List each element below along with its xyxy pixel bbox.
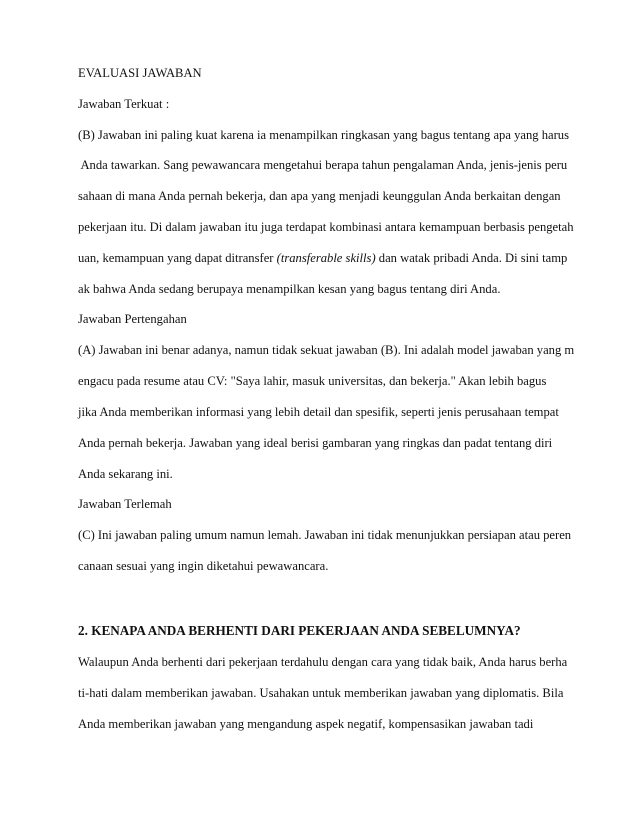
document-title: EVALUASI JAWABAN	[78, 66, 202, 80]
weakest-answer-heading: Jawaban Terlemah	[78, 497, 172, 511]
paragraph-line: engacu pada resume atau CV: "Saya lahir, masuk universitas, dan bekerja." Akan lebih bagus	[78, 374, 547, 388]
paragraph-line: Anda memberikan jawaban yang mengandung aspek negatif, kompensasikan jawaban tadi	[78, 717, 534, 731]
paragraph-line: Anda sekarang ini.	[78, 467, 173, 481]
paragraph-line: Walaupun Anda berhenti dari pekerjaan terdahulu dengan cara yang tidak baik, Anda harus berha	[78, 655, 568, 669]
paragraph-line: (C) Ini jawaban paling umum namun lemah. Jawaban ini tidak menunjukkan persiapan atau peren	[78, 528, 572, 542]
paragraph-line: canaan sesuai yang ingin diketahui pewawancara.	[78, 559, 329, 573]
paragraph-line: ak bahwa Anda sedang berupaya menampilkan kesan yang bagus tentang diri Anda.	[78, 282, 501, 296]
middle-answer-heading: Jawaban Pertengahan	[78, 312, 187, 326]
paragraph-line: pekerjaan itu. Di dalam jawaban itu juga terdapat kombinasi antara kemampuan berbasis pengetah	[78, 220, 574, 234]
paragraph-line: jika Anda memberikan informasi yang lebih detail dan spesifik, seperti jenis perusahaan tempat	[78, 405, 559, 419]
section-heading: 2. KENAPA ANDA BERHENTI DARI PEKERJAAN ANDA SEBELUMNYA?	[78, 623, 521, 638]
italic-term: (transferable skills)	[276, 251, 376, 265]
text-run: uan, kemampuan yang dapat ditransfer	[78, 251, 277, 265]
paragraph-line: (B) Jawaban ini paling kuat karena ia menampilkan ringkasan yang bagus tentang apa yang harus	[78, 128, 569, 142]
paragraph-line: Anda pernah bekerja. Jawaban yang ideal berisi gambaran yang ringkas dan padat tentang diri	[78, 436, 553, 450]
paragraph-line: ti-hati dalam memberikan jawaban. Usahakan untuk memberikan jawaban yang diplomatis. Bila	[78, 686, 564, 700]
paragraph-line: Anda tawarkan. Sang pewawancara mengetahui berapa tahun pengalaman Anda, jenis-jenis peru	[78, 158, 568, 172]
strongest-answer-heading: Jawaban Terkuat :	[78, 97, 170, 111]
paragraph-line: sahaan di mana Anda pernah bekerja, dan apa yang menjadi keunggulan Anda berkaitan dengan	[78, 189, 561, 203]
text-run: dan watak pribadi Anda. Di sini tamp	[375, 251, 568, 265]
paragraph-line: (A) Jawaban ini benar adanya, namun tidak sekuat jawaban (B). Ini adalah model jawaban yang m	[78, 343, 575, 357]
paragraph-line	[78, 250, 567, 266]
